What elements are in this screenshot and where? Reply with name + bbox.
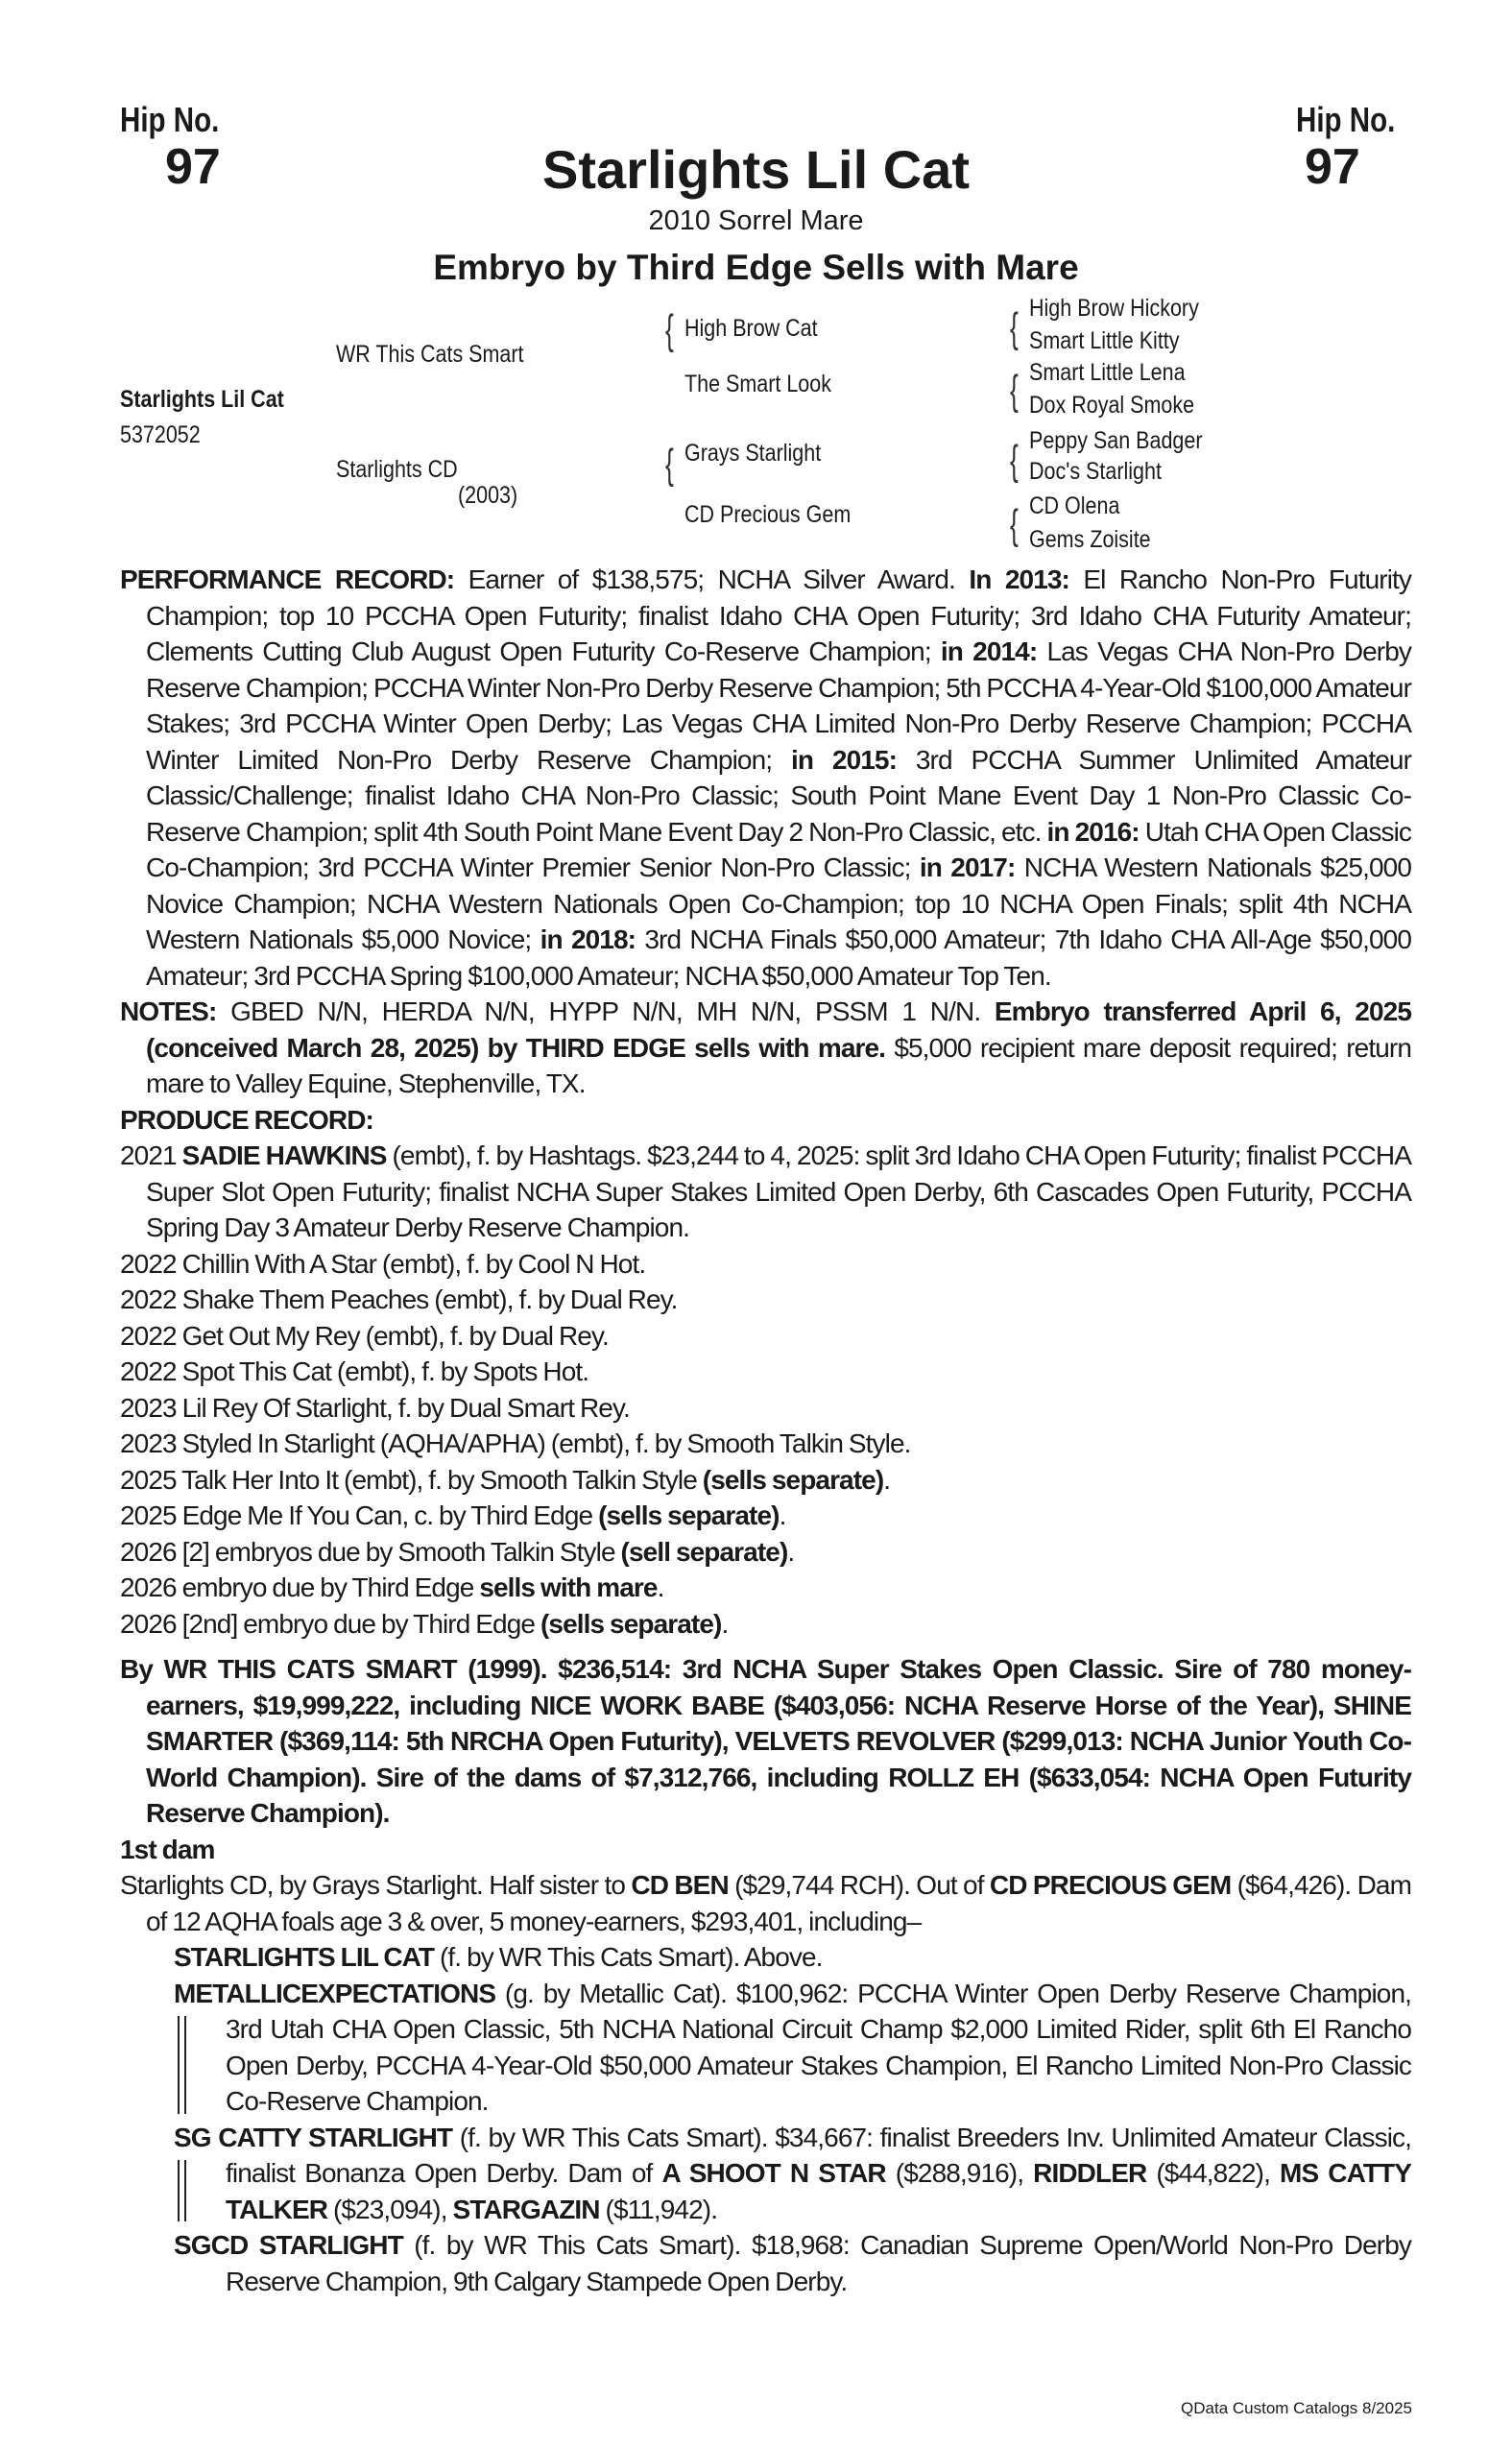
brace-gg-3: { xyxy=(1010,437,1019,484)
horse-subtitle: 2010 Sorrel Mare xyxy=(648,205,864,236)
produce-end: . xyxy=(883,1464,891,1495)
pedigree-gg-2: Smart Little Kitty xyxy=(1029,327,1180,354)
produce-text: 2023 Lil Rey Of Starlight, f. by Dual Smart Rey. xyxy=(120,1392,630,1423)
offspring-bold: MS CATTY TALKER xyxy=(226,2158,1412,2224)
horse-title: Starlights Lil Cat xyxy=(542,139,970,200)
offspring-item xyxy=(120,2120,1411,2228)
produce-end: . xyxy=(657,1572,664,1602)
pedigree-dam-dam: CD Precious Gem xyxy=(684,501,852,528)
dam-text: ($29,744 RCH). Out of xyxy=(728,1870,990,1900)
performance-year: in 2016: xyxy=(1046,816,1140,847)
performance-text: NCHA Western Nationals $25,000 Novice Champion; NCHA Western Nationals Open Co-Champion; top 10 NCHA Open Finals; split 4th NCHA Western Nationals $5,000 Novice; xyxy=(146,852,1411,954)
dam-bold: CD PRECIOUS GEM xyxy=(989,1870,1232,1900)
pedigree-gg-5: Peppy San Badger xyxy=(1029,427,1203,454)
performance-text: Earner of $138,575; NCHA Silver Award. xyxy=(454,564,970,594)
produce-bold: (sells separate) xyxy=(598,1500,780,1530)
embryo-headline: Embryo by Third Edge Sells with Mare xyxy=(433,248,1079,287)
produce-bold: (sells separate) xyxy=(540,1608,722,1639)
performance-year: in 2015: xyxy=(790,744,898,775)
notes-text: $5,000 recipient mare deposit required; return mare to Valley Equine, Stephenville, TX. xyxy=(146,1032,1411,1098)
brace-gg-1: { xyxy=(1010,304,1019,351)
dam-text: Starlights CD, by Grays Starlight. Half sister to xyxy=(120,1870,632,1900)
offspring-block xyxy=(120,1976,1411,2120)
pedigree-dam: Starlights CD xyxy=(336,456,458,483)
performance-text: El Rancho Non-Pro Futurity Champion; top 10 PCCHA Open Futurity; finalist Idaho CHA Open Futurity; 3rd Idaho CHA Futurity Amateur; Clements Cutting Club August Open Futurity Co-Reserve Champion; xyxy=(146,564,1411,666)
produce-name: SADIE HAWKINS xyxy=(181,1140,387,1170)
produce-bold: sells with mare xyxy=(479,1572,658,1602)
dam-bold: CD BEN xyxy=(631,1870,729,1900)
performance-year: in 2017: xyxy=(919,852,1016,882)
offspring-bold: STARGAZIN xyxy=(452,2194,600,2224)
pedigree-sire-dam: The Smart Look xyxy=(684,371,831,397)
produce-item xyxy=(120,1534,1411,1571)
offspring-bar xyxy=(178,2016,186,2114)
produce-item xyxy=(120,1318,1411,1355)
offspring-bold: A SHOOT N STAR xyxy=(661,2158,886,2188)
hip-label-left: Hip No. xyxy=(120,100,220,139)
brace-sire: { xyxy=(665,306,674,353)
produce-item xyxy=(120,1138,1411,1246)
produce-text: 2026 [2nd] embryo due by Third Edge xyxy=(120,1608,540,1639)
produce-bold: (sells separate) xyxy=(702,1464,884,1495)
produce-item xyxy=(120,1606,1411,1643)
produce-text: 2022 Spot This Cat (embt), f. by Spots Hot. xyxy=(120,1356,589,1386)
produce-text: 2022 Shake Them Peaches (embt), f. by Dual Rey. xyxy=(120,1284,678,1314)
pedigree-gg-3: Smart Little Lena xyxy=(1029,359,1186,386)
dam-text: ($64,426). Dam of 12 AQHA foals age 3 & over, 5 money-earners, $293,401, including– xyxy=(146,1870,1411,1936)
brace-gg-4: { xyxy=(1010,501,1019,548)
performance-text: Las Vegas CHA Non-Pro Derby Reserve Champion; PCCHA Winter Non-Pro Derby Reserve Champion; 5th PCCHA 4-Year-Old $100,000 Amateur Stakes; 3rd PCCHA Winter Open Derby; Las Vegas CHA Limited Non-Pro Derby Reserve Champion; PCCHA Winter Limited Non-Pro Derby Reserve Champion; xyxy=(146,636,1412,775)
notes-text: GBED N/N, HERDA N/N, HYPP N/N, MH N/N, PSSM 1 N/N. xyxy=(216,996,995,1026)
brace-dam: { xyxy=(665,441,674,488)
performance-year: in 2014: xyxy=(940,636,1038,666)
produce-text: 2025 Edge Me If You Can, c. by Third Edge xyxy=(120,1500,599,1530)
pedigree-sire: WR This Cats Smart xyxy=(336,341,524,368)
produce-item xyxy=(120,1426,1411,1462)
produce-item xyxy=(120,1246,1411,1283)
offspring-name: METALLICEXPECTATIONS xyxy=(174,1978,496,2008)
hip-number-left: 97 xyxy=(165,139,221,195)
performance-text: 3rd PCCHA Summer Unlimited Amateur Classic/Challenge; finalist Idaho CHA Non-Pro Classic; South Point Mane Event Day 1 Non-Pro Classic Co-Reserve Champion; split 4th South Point Mane Event Day 2 Non-Pro Classic, etc. xyxy=(146,744,1411,847)
offspring-item xyxy=(120,1976,1411,2120)
produce-item xyxy=(120,1354,1411,1390)
offspring-text: (f. by WR This Cats Smart). $34,667: finalist Breeders Inv. Unlimited Amateur Classic, finalist Bonanza Open Derby. Dam of xyxy=(226,2122,1411,2188)
pedigree-registration: 5372052 xyxy=(120,421,201,448)
produce-item xyxy=(120,1390,1411,1427)
offspring-block xyxy=(120,2120,1411,2228)
produce-text: 2023 Styled In Starlight (AQHA/APHA) (embt), f. by Smooth Talkin Style. xyxy=(120,1428,911,1458)
offspring-name: STARLIGHTS LIL CAT xyxy=(174,1942,435,1972)
produce-record-label: PRODUCE RECORD: xyxy=(120,1104,373,1135)
produce-text: 2026 [2] embryos due by Smooth Talkin Style xyxy=(120,1536,621,1567)
produce-text: (embt), f. by Hashtags. $23,244 to 4, 2025: split 3rd Idaho CHA Open Futurity; finalist PCCHA Super Slot Open Futurity; finalist NCHA Super Stakes Limited Open Derby, 6th Cascades Open Futurity, PCCHA Spring Day 3 Amateur Derby Reserve Champion. xyxy=(146,1140,1412,1242)
offspring-bold: RIDDLER xyxy=(1033,2158,1147,2188)
hip-label-right: Hip No. xyxy=(1296,100,1396,139)
produce-item xyxy=(120,1570,1411,1606)
catalog-body xyxy=(120,562,1411,2299)
first-dam-paragraph xyxy=(120,1867,1411,1939)
performance-year: in 2018: xyxy=(540,924,636,954)
produce-end: . xyxy=(787,1536,795,1567)
offspring-text: (f. by WR This Cats Smart). Above. xyxy=(434,1942,823,1972)
offspring-bar xyxy=(178,2160,186,2222)
first-dam-label: 1st dam xyxy=(120,1834,215,1864)
notes-embryo: Embryo transferred April 6, 2025 (conceived March 28, 2025) by THIRD EDGE sells with mare. xyxy=(146,996,1411,1063)
pedigree-dam-sire: Grays Starlight xyxy=(684,440,822,467)
pedigree-gg-4: Dox Royal Smoke xyxy=(1029,392,1195,419)
performance-record xyxy=(120,562,1411,994)
pedigree-dam-year: (2003) xyxy=(458,482,518,509)
pedigree-sire-sire: High Brow Cat xyxy=(684,315,818,342)
hip-number-right: 97 xyxy=(1305,139,1360,195)
offspring-name: SG CATTY STARLIGHT xyxy=(174,2122,453,2152)
produce-item xyxy=(120,1282,1411,1318)
performance-year: In 2013: xyxy=(969,564,1069,594)
produce-year: 2021 xyxy=(120,1140,182,1170)
performance-label: PERFORMANCE RECORD: xyxy=(120,564,455,594)
sire-paragraph: By WR THIS CATS SMART (1999). $236,514: 3rd NCHA Super Stakes Open Classic. Sire of 780 money-earners, $19,999,222, including NICE WORK BABE ($403,056: NCHA Reserve Horse of the Year), SHINE SMARTER ($369,114: 5th NRCHA Open Futurity), VELVETS REVOLVER ($299,013: NCHA Junior Youth Co-World Champion). Sire of the dams of $7,312,766, including ROLLZ EH ($633,054: NCHA Open Futurity Reserve Champion). xyxy=(120,1654,1411,1828)
offspring-item xyxy=(120,2227,1411,2299)
offspring-text: (g. by Metallic Cat). $100,962: PCCHA Winter Open Derby Reserve Champion, 3rd Utah CHA Open Classic, 5th NCHA National Circuit Champ $2,000 Limited Rider, split 6th El Rancho Open Derby, PCCHA 4-Year-Old $50,000 Amateur Stakes Champion, El Rancho Limited Non-Pro Classic Co-Reserve Champion. xyxy=(226,1978,1411,2116)
produce-text: 2025 Talk Her Into It (embt), f. by Smooth Talkin Style xyxy=(120,1464,703,1495)
produce-end: . xyxy=(721,1608,729,1639)
brace-gg-2: { xyxy=(1010,367,1019,414)
notes xyxy=(120,994,1411,1102)
produce-text: 2026 embryo due by Third Edge xyxy=(120,1572,480,1602)
produce-text: 2022 Chillin With A Star (embt), f. by Cool N Hot. xyxy=(120,1248,646,1279)
offspring-name: SGCD STARLIGHT xyxy=(174,2230,403,2260)
offspring-text: ($288,916), xyxy=(885,2158,1034,2188)
pedigree-gg-6: Doc's Starlight xyxy=(1029,458,1162,485)
notes-label: NOTES: xyxy=(120,996,217,1026)
offspring-text: (f. by WR This Cats Smart). $18,968: Canadian Supreme Open/World Non-Pro Derby Reserve Champion, 9th Calgary Stampede Open Derby. xyxy=(226,2230,1411,2296)
produce-text: 2022 Get Out My Rey (embt), f. by Dual Rey. xyxy=(120,1320,609,1351)
footer-credit: QData Custom Catalogs 8/2025 xyxy=(1181,2399,1412,2417)
offspring-item xyxy=(120,1939,1411,1976)
performance-text: 3rd NCHA Finals $50,000 Amateur; 7th Idaho CHA All-Age $50,000 Amateur; 3rd PCCHA Spring $100,000 Amateur; NCHA $50,000 Amateur Top Ten. xyxy=(146,924,1412,991)
offspring-text: ($44,822), xyxy=(1146,2158,1281,2188)
pedigree-gg-7: CD Olena xyxy=(1029,492,1120,519)
offspring-text: ($23,094), xyxy=(327,2194,453,2224)
offspring-text: ($11,942). xyxy=(599,2194,718,2224)
pedigree-horse-name: Starlights Lil Cat xyxy=(120,386,284,413)
performance-text: Utah CHA Open Classic Co-Champion; 3rd PCCHA Winter Premier Senior Non-Pro Classic; xyxy=(146,816,1412,882)
produce-item xyxy=(120,1462,1411,1499)
pedigree-gg-8: Gems Zoisite xyxy=(1029,526,1151,553)
pedigree-gg-1: High Brow Hickory xyxy=(1029,295,1199,322)
produce-item xyxy=(120,1498,1411,1534)
produce-bold: (sell separate) xyxy=(620,1536,788,1567)
produce-end: . xyxy=(779,1500,786,1530)
